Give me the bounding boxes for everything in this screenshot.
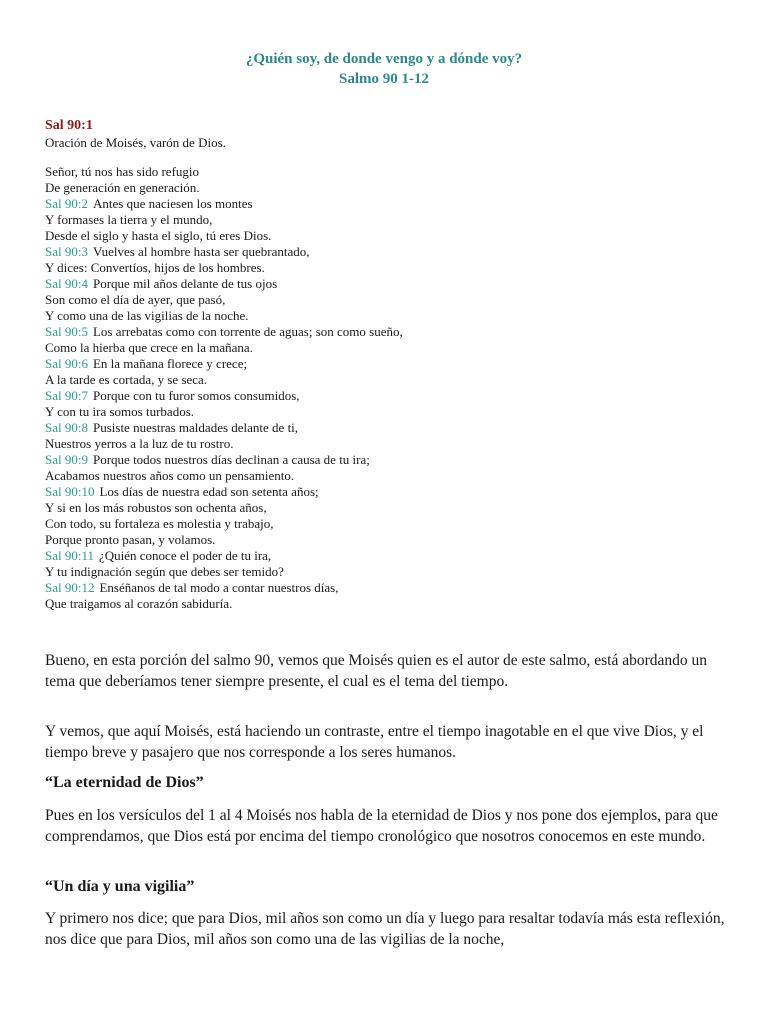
psalm-line — [45, 420, 745, 436]
verse-text: Los arrebatas como con torrente de aguas; son como sueño, — [92, 324, 403, 339]
psalm-line — [45, 260, 745, 276]
verse-text: Con todo, su fortaleza es molestia y trabajo, — [45, 516, 274, 531]
verse-reference: Sal 90:7 — [45, 388, 88, 403]
verse-reference: Sal 90:9 — [45, 452, 88, 467]
verse-text: Porque con tu furor somos consumidos, — [92, 388, 300, 403]
section-heading-day-vigil: “Un día y una vigilia” — [45, 878, 195, 895]
psalm-line — [45, 228, 745, 244]
psalm-line — [45, 452, 745, 468]
verse-text: Antes que naciesen los montes — [92, 196, 253, 211]
psalm-line — [45, 436, 745, 452]
verse-text: A la tarde es cortada, y se seca. — [45, 372, 208, 387]
verse-text: De generación en generación. — [45, 180, 200, 195]
verse-text: Son como el día de ayer, que pasó, — [45, 292, 226, 307]
verse-reference: Sal 90:2 — [45, 196, 88, 211]
psalm-line — [45, 324, 745, 340]
paragraph-eternity: Pues en los versículos del 1 al 4 Moisés nos habla de la eternidad de Dios y nos pone dos ejemplos, para que comprendamos, que Dios está por encima del tiempo cronológico que nosotros conocemos en este mundo. — [45, 807, 718, 845]
verse-text: Y como una de las vigilias de la noche. — [45, 308, 249, 323]
section-heading-eternity: “La eternidad de Dios” — [45, 774, 204, 791]
paragraph-day-vigil: Y primero nos dice; que para Dios, mil años son como un día y luego para resaltar todavía más esta reflexión, nos dice que para Dios, mil años son como una de las vigilias de la noche, — [45, 910, 725, 948]
document-title: ¿Quién soy, de donde vengo y a dónde voy? — [245, 51, 523, 67]
verse-text: Que traigamos al corazón sabiduría. — [45, 596, 233, 611]
psalm-line — [45, 404, 745, 420]
psalm-line — [45, 372, 745, 388]
psalm-line — [45, 356, 745, 372]
verse-text: Porque mil años delante de tus ojos — [92, 276, 278, 291]
psalm-line — [45, 308, 745, 324]
psalm-line — [45, 580, 745, 596]
verse-text: Nuestros yerros a la luz de tu rostro. — [45, 436, 234, 451]
verse-reference: Sal 90:3 — [45, 244, 88, 259]
verse-reference: Sal 90:12 — [45, 580, 95, 595]
paragraph-intro: Bueno, en esta porción del salmo 90, vemos que Moisés quien es el autor de este salmo, está abordando un tema que deberíamos tener siempre presente, el cual es el tema del tiempo. — [45, 652, 708, 690]
psalm-line — [45, 564, 745, 580]
psalm-line — [45, 388, 745, 404]
psalm-line — [45, 596, 745, 612]
verse-text: Acabamos nuestros años como un pensamiento. — [45, 468, 295, 483]
paragraph-contrast: Y vemos, que aquí Moisés, está haciendo un contraste, entre el tiempo inagotable en el que vive Dios, y el tiempo breve y pasajero que nos corresponde a los seres humanos. — [45, 723, 704, 761]
psalm-passage — [45, 117, 745, 612]
verse-reference: Sal 90:4 — [45, 276, 88, 291]
psalm-line — [45, 500, 745, 516]
verse-text: Desde el siglo y hasta el siglo, tú eres Dios. — [45, 228, 272, 243]
verse-text: Y tu indignación según que debes ser temido? — [45, 564, 284, 579]
psalm-line — [45, 532, 745, 548]
verse-text: Y dices: Convertíos, hijos de los hombres. — [45, 260, 265, 275]
psalm-line — [45, 180, 745, 196]
psalm-line — [45, 548, 745, 564]
verse-text: En la mañana florece y crece; — [92, 356, 248, 371]
verse-text: Enséñanos de tal modo a contar nuestros días, — [99, 580, 339, 595]
verse-heading: Sal 90:1 — [45, 118, 93, 133]
verse-text: Y si en los más robustos son ochenta años, — [45, 500, 267, 515]
psalm-intro: Oración de Moisés, varón de Dios. — [45, 135, 226, 150]
verse-reference: Sal 90:5 — [45, 324, 88, 339]
verse-reference: Sal 90:10 — [45, 484, 95, 499]
psalm-line — [45, 468, 745, 484]
verse-text: Y con tu ira somos turbados. — [45, 404, 194, 419]
psalm-line — [45, 244, 745, 260]
psalm-line — [45, 196, 745, 212]
verse-text: ¿Quién conoce el poder de tu ira, — [99, 548, 272, 563]
document-subtitle: Salmo 90 1-12 — [339, 71, 429, 87]
psalm-line — [45, 164, 745, 180]
verse-text: Y formases la tierra y el mundo, — [45, 212, 213, 227]
psalm-line — [45, 516, 745, 532]
psalm-line — [45, 212, 745, 228]
psalm-line — [45, 276, 745, 292]
psalm-line — [45, 292, 745, 308]
verse-reference: Sal 90:8 — [45, 420, 88, 435]
psalm-line — [45, 340, 745, 356]
verse-text: Como la hierba que crece en la mañana. — [45, 340, 253, 355]
verse-reference: Sal 90:6 — [45, 356, 88, 371]
verse-text: Porque todos nuestros días declinan a causa de tu ira; — [92, 452, 370, 467]
verse-text: Señor, tú nos has sido refugio — [45, 164, 200, 179]
verse-text: Los días de nuestra edad son setenta años; — [99, 484, 319, 499]
verse-reference: Sal 90:11 — [45, 548, 94, 563]
psalm-lines — [45, 164, 745, 612]
verse-text: Pusiste nuestras maldades delante de ti, — [92, 420, 299, 435]
verse-text: Porque pronto pasan, y volamos. — [45, 532, 216, 547]
psalm-line — [45, 484, 745, 500]
verse-text: Vuelves al hombre hasta ser quebrantado, — [92, 244, 310, 259]
